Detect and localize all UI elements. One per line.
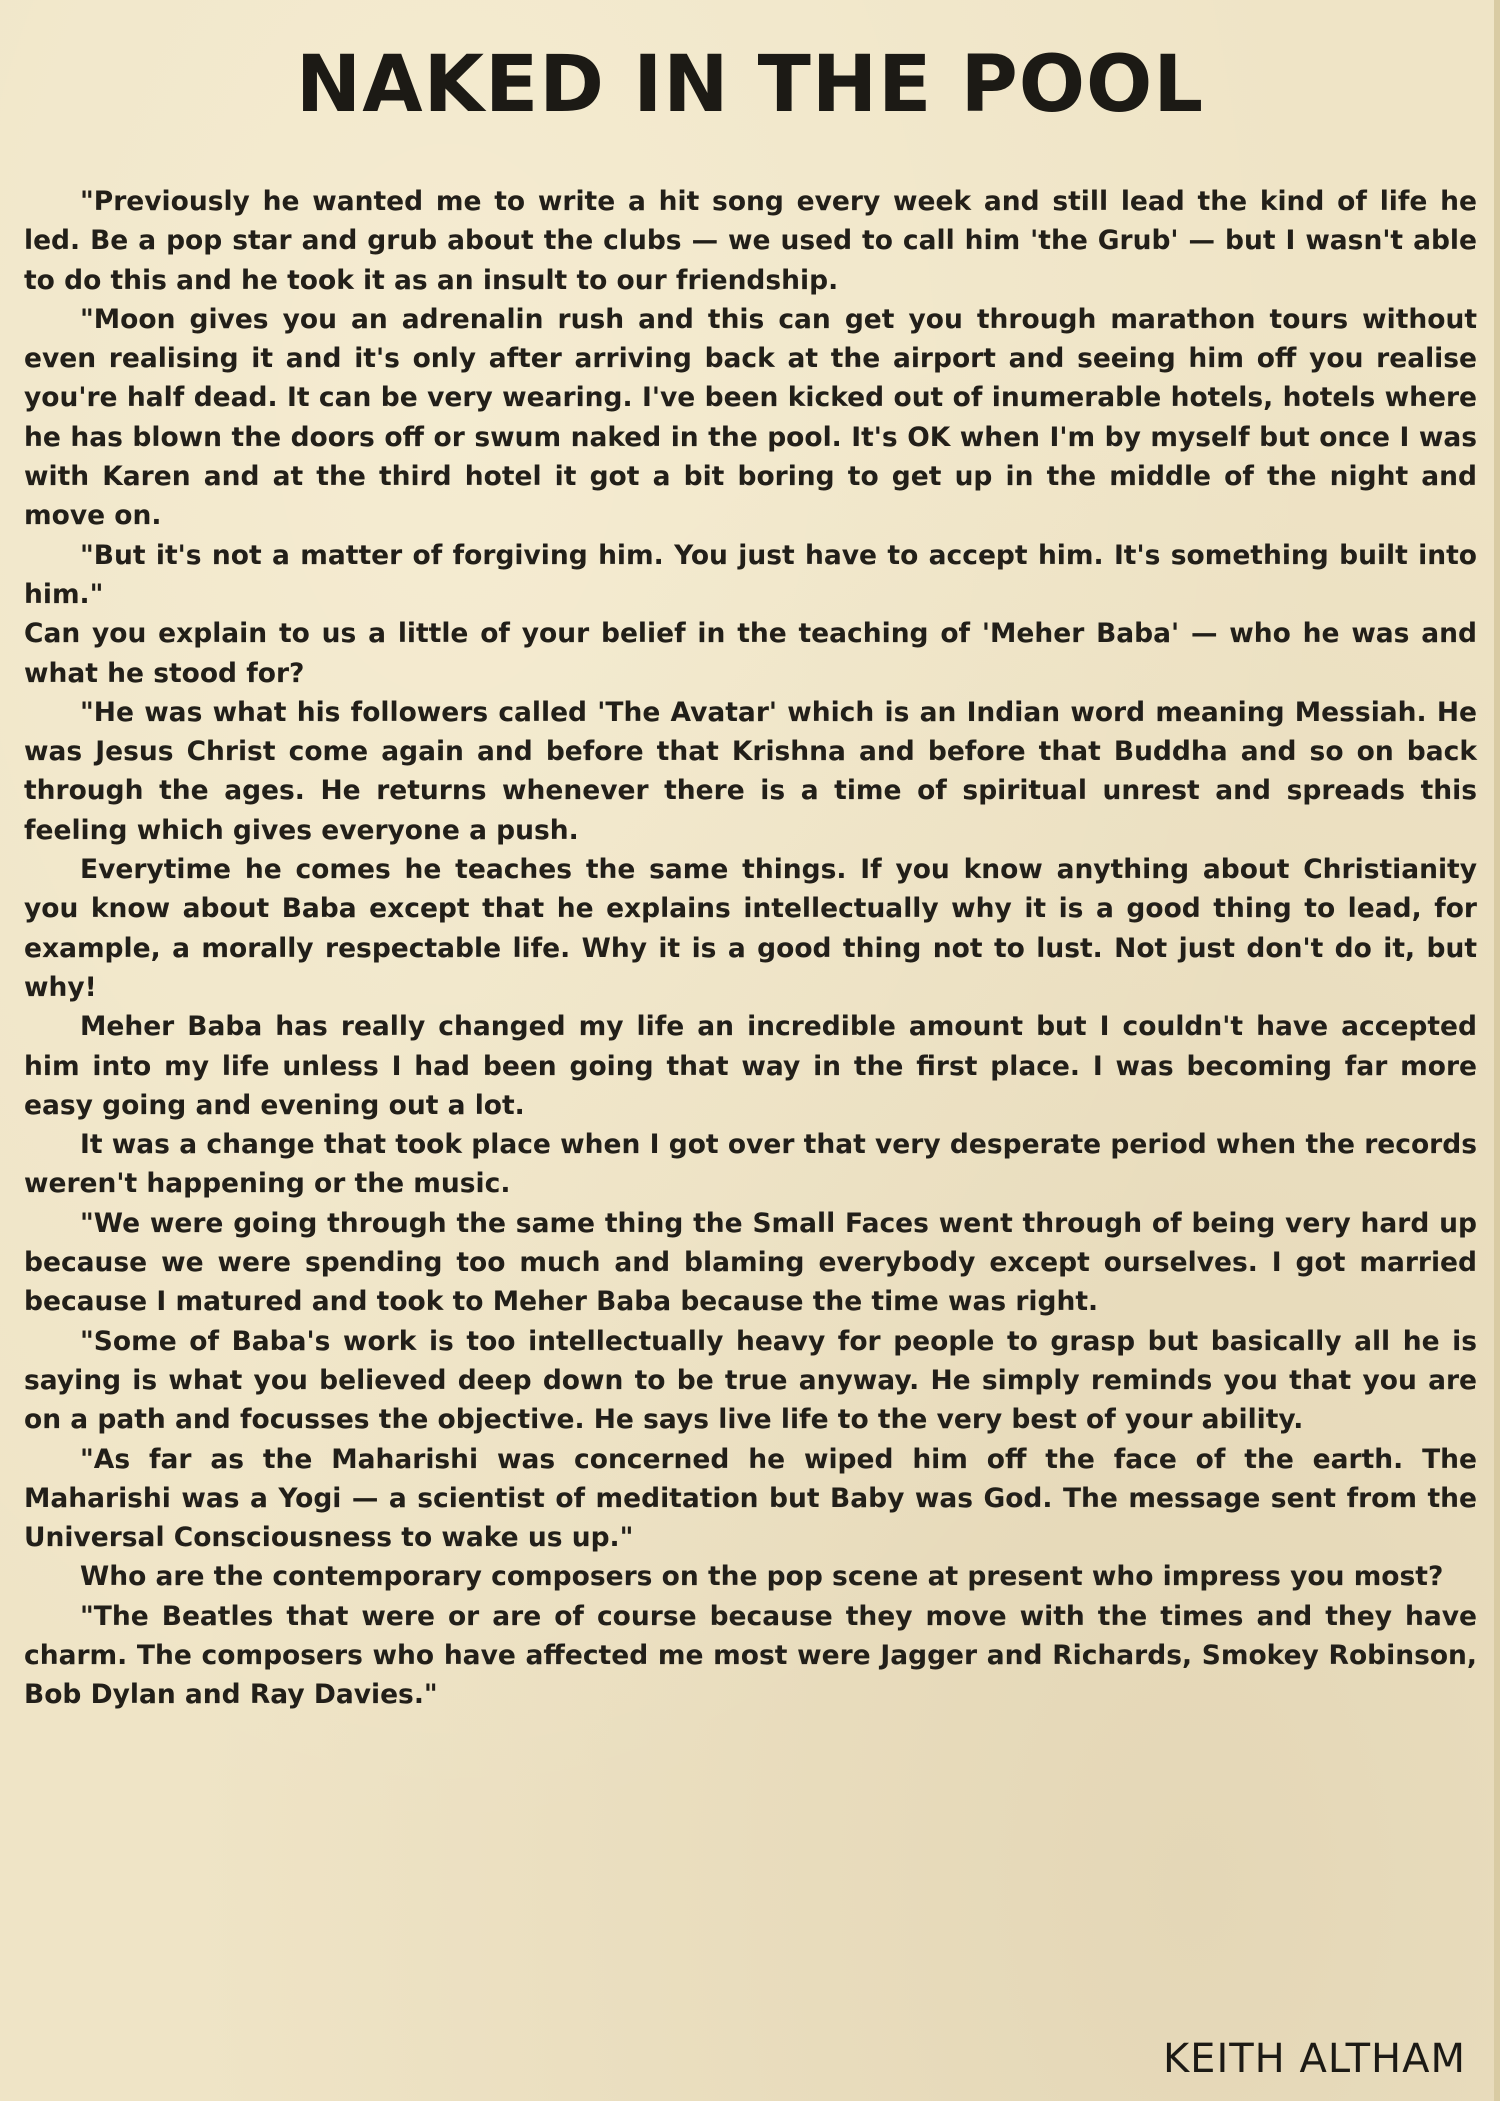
paragraph: "Moon gives you an adrenalin rush and this can get you through marathon tours without even realising it and it's only after arriving back at the airport and seeing him off you realise you're half dead. It can be very wearing. I've been kicked out of inumerable hotels, hotels where he has blown the doors off or swum naked in the pool. It's OK when I'm by myself but once I was with Karen and at the third hotel it got a bit boring to get up in the middle of the night and move on. [24,303,1477,532]
byline: KEITH ALTHAM [1162,2036,1466,2082]
headline: NAKED IN THE POOL [295,40,1205,130]
interview-question: Can you explain to us a little of your belief in the teaching of 'Meher Baba' — who he was and what he stood for? [24,618,1477,689]
paragraph: It was a change that took place when I got over that very desperate period when the records weren't happening or the music. [24,1129,1477,1200]
paragraph: "As far as the Maharishi was concerned he wiped him off the face of the earth. The Maharishi was a Yogi — a scientist of meditation but Baby was God. The message sent from the Universal Consciousness to wake us up." [24,1443,1477,1554]
paragraph: "The Beatles that were or are of course because they move with the times and they have charm. The composers who have affected me most were Jagger and Richards, Smokey Robinson, Bob Dylan and Ray Davies." [24,1600,1477,1711]
paragraph: "Previously he wanted me to write a hit song every week and still lead the kind of life he led. Be a pop star and grub about the clubs — we used to call him 'the Grub' — but I wasn't able to do this and he took it as an insult to our friendship. [24,186,1477,296]
paragraph: "He was what his followers called 'The Avatar' which is an Indian word meaning Messiah. He was Jesus Christ come again and before that Krishna and before that Buddha and so on back through the ages. He returns whenever there is a time of spiritual unrest and spreads this feeling which gives everyone a push. [24,696,1477,846]
paragraph: "But it's not a matter of forgiving him. You just have to accept him. It's something built into him." [24,539,1477,610]
paragraph: Everytime he comes he teaches the same things. If you know anything about Christianity you know about Baba except that he explains intellectually why it is a good thing to lead, for example, a morally respectable life. Why it is a good thing not to lust. Not just don't do it, but why! [24,854,1477,1003]
paragraph: Meher Baba has really changed my life an incredible amount but I couldn't have accepted him into my life unless I had been going that way in the first place. I was becoming far more easy going and evening out a lot. [24,1011,1477,1121]
paragraph: "Some of Baba's work is too intellectually heavy for people to grasp but basically all he is saying is what you believed deep down to be true anyway. He simply reminds you that you are on a path and focusses the objective. He says live life to the very best of your ability. [24,1325,1477,1436]
paragraph: "We were going through the same thing the Small Faces went through of being very hard up because we were spending too much and blaming everybody except ourselves. I got married because I matured and took to Meher Baba because the time was right. [24,1207,1477,1318]
article-body [24,182,1477,1715]
interview-question: Who are the contemporary composers on the pop scene at present who impress you most? [80,1561,1444,1593]
